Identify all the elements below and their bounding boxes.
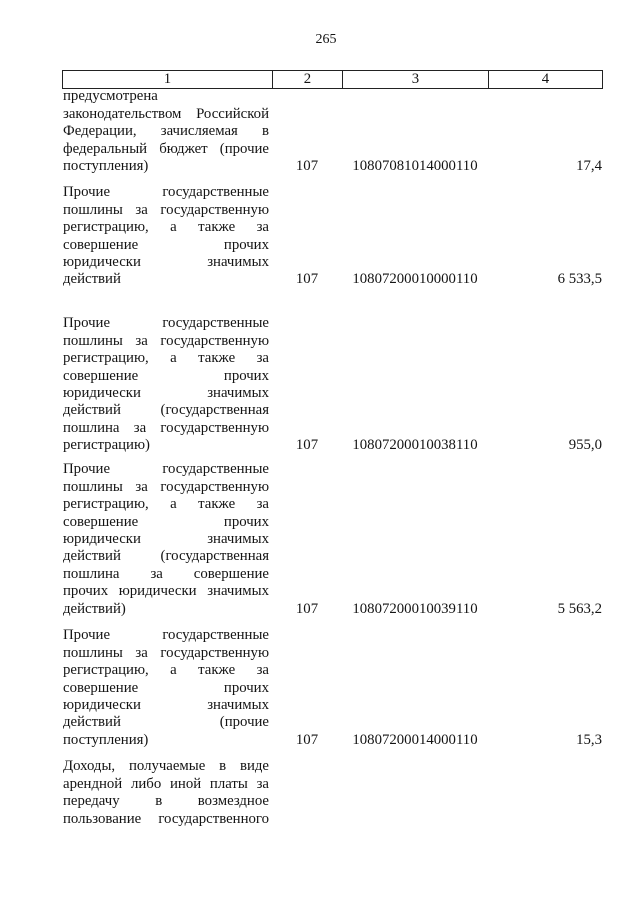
name-line: юридически значимых [63,253,269,270]
name-line: предусмотрена [63,88,158,105]
name-line: действий [63,271,121,288]
table-row [63,461,603,618]
page-number: 265 [315,32,337,47]
name-line: прочих юридически значимых [63,583,269,600]
table-row [63,88,603,175]
header-col-1: 1 [62,70,272,89]
name-line: пошлины за государственную [63,201,269,218]
name-line: юридически значимых [63,384,269,401]
table-header [62,70,603,89]
name-line: совершение прочих [63,236,269,253]
col2-value: 107 [295,271,319,288]
name-line: действий (государственная [63,402,269,419]
col2-value: 107 [295,731,319,748]
name-line: регистрацию, а также за [63,350,269,367]
name-cell [63,184,272,288]
name-line: совершение прочих [63,679,269,696]
header-col-3: 3 [342,70,488,89]
col2-value: 107 [295,437,319,454]
name-line: пользование государственного [63,810,269,827]
name-cell [63,461,272,618]
table-row [63,758,603,828]
name-line: пошлины за государственную [63,644,269,661]
name-line: пошлина за совершение [63,565,269,582]
code-value: 10807200010000110 [352,271,478,288]
name-line: поступления) [63,731,149,748]
name-line: Доходы, получаемые в виде [63,758,269,775]
name-cell [63,627,272,749]
name-line: пошлины за государственную [63,478,269,495]
col2-value: 107 [295,600,319,617]
amount-value: 15,3 [576,731,602,748]
name-line: регистрацию, а также за [63,219,269,236]
header-col-4: 4 [488,70,603,89]
code-value: 10807200010039110 [352,600,478,617]
amount-value: 5 563,2 [557,600,602,617]
name-line: законодательством Российской [63,105,269,122]
table-row [63,184,603,288]
name-line: действий (прочие [63,714,269,731]
name-line: пошлина за государственную [63,419,269,436]
code-value: 10807200010038110 [352,437,478,454]
name-line: регистрацию, а также за [63,496,269,513]
name-cell [63,758,272,828]
table-row [63,315,603,454]
name-line: Прочие государственные [63,627,269,644]
name-line: регистрацию) [63,437,150,454]
name-line: совершение прочих [63,513,269,530]
name-line: Прочие государственные [63,315,269,332]
name-line: Федерации, зачисляемая в [63,123,269,140]
col2-value: 107 [295,157,319,174]
name-line: юридически значимых [63,530,269,547]
name-cell [63,315,272,454]
name-line: пошлины за государственную [63,332,269,349]
amount-value: 955,0 [568,437,602,454]
name-line: действий (государственная [63,548,269,565]
code-value: 10807081014000110 [352,157,478,174]
name-line: федеральный бюджет (прочие [63,140,269,157]
name-line: поступления) [63,157,149,174]
name-line: Прочие государственные [63,461,269,478]
name-line: юридически значимых [63,696,269,713]
amount-value: 17,4 [576,157,602,174]
table-row [63,627,603,749]
header-col-2: 2 [272,70,342,89]
name-line: арендной либо иной платы за [63,775,269,792]
name-line: Прочие государственные [63,184,269,201]
name-line: действий) [63,600,126,617]
name-line: совершение прочих [63,367,269,384]
name-line: регистрацию, а также за [63,662,269,679]
name-cell [63,88,272,175]
code-value: 10807200014000110 [352,731,478,748]
amount-value: 6 533,5 [557,271,602,288]
name-line: передачу в возмездное [63,793,269,810]
